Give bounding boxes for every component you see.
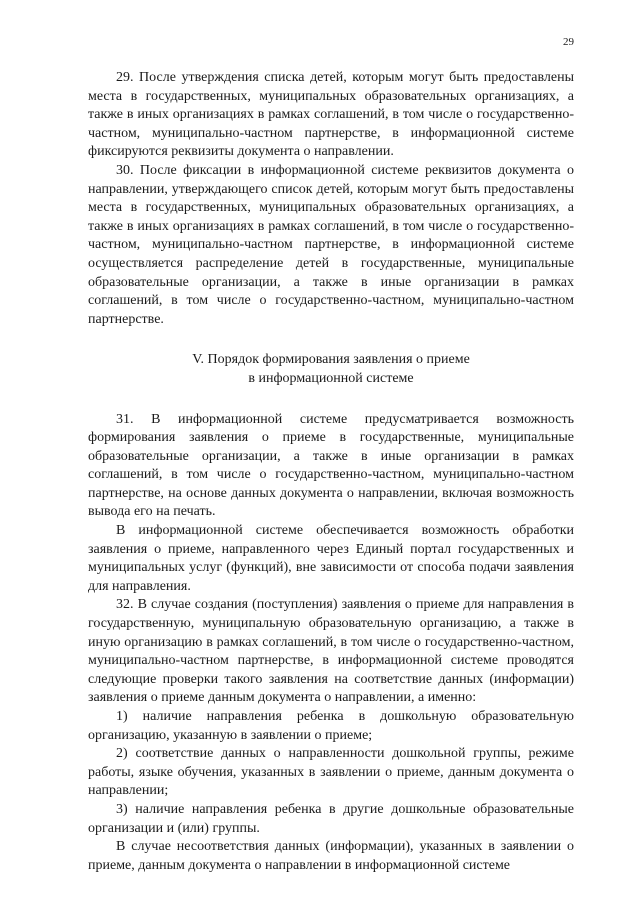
list-item-2: 2) соответствие данных о направленности дошкольной группы, режиме работы, языке обучения, указанных в заявлении о приеме, данным документа о направлении; xyxy=(88,746,574,799)
list-item-1: 1) наличие направления ребенка в дошкольную образовательную организацию, указанную в заявлении о приеме; xyxy=(88,709,574,743)
body-text xyxy=(88,69,574,875)
section-heading xyxy=(88,351,574,388)
section-heading-line-2: в информационной системе xyxy=(248,370,414,386)
list-item-3: 3) наличие направления ребенка в другие дошкольные образовательные организации и (или) группы. xyxy=(88,801,574,836)
paragraph-31-continued: В информационной системе обеспечивается возможность обработки заявления о приеме, направленного через Единый портал государственных и муниципальных услуг (функций), вне зависимости от способа подачи заявления для направления. xyxy=(88,523,574,594)
page-number: 29 xyxy=(563,36,574,48)
section-heading-line-1: V. Порядок формирования заявления о приеме xyxy=(192,352,470,368)
paragraph-32: 32. В случае создания (поступления) заявления о приеме для направления в государственную, муниципальную образовательную организацию, а также в иную организацию в рамках соглашений, в том числе о государственно-частном, муниципально-частном партнерстве, в информационной системе проводятся следующие проверки такого заявления на соответствие данных (информации) заявления о приеме данным документа о направлении, а именно: xyxy=(88,597,574,706)
paragraph-29: 29. После утверждения списка детей, которым могут быть предоставлены места в государственных, муниципальных образовательных организациях, а также в иных организациях в рамках соглашений, в том числе о государственно-частном, муниципально-частном партнерстве, в информационной системе фиксируются реквизиты документа о направлении. xyxy=(88,70,574,160)
paragraph-31: 31. В информационной системе предусматривается возможность формирования заявления о приеме в государственные, муниципальные образовательные организации, а также в иные организации в рамках соглашений, в том числе о государственно-частном, муниципально-частном партнерстве, на основе данных документа о направлении, включая возможность вывода его на печать. xyxy=(88,411,574,520)
paragraph-mismatch: В случае несоответствия данных (информации), указанных в заявлении о приеме, данным документа о направлении в информационной системе xyxy=(88,839,574,873)
paragraph-30: 30. После фиксации в информационной системе реквизитов документа о направлении, утверждающего список детей, которым могут быть предоставлены места в государственных, муниципальных образовательных организациях, а также в иных организациях в рамках соглашений, в том числе о государственно-частном, муниципально-частном партнерстве, в информационной системе осуществляется распределение детей в государственные, муниципальные образовательные организации, а также в иные организации в рамках соглашений, в том числе о государственно-частном, муниципально-частном партнерстве. xyxy=(88,162,574,327)
